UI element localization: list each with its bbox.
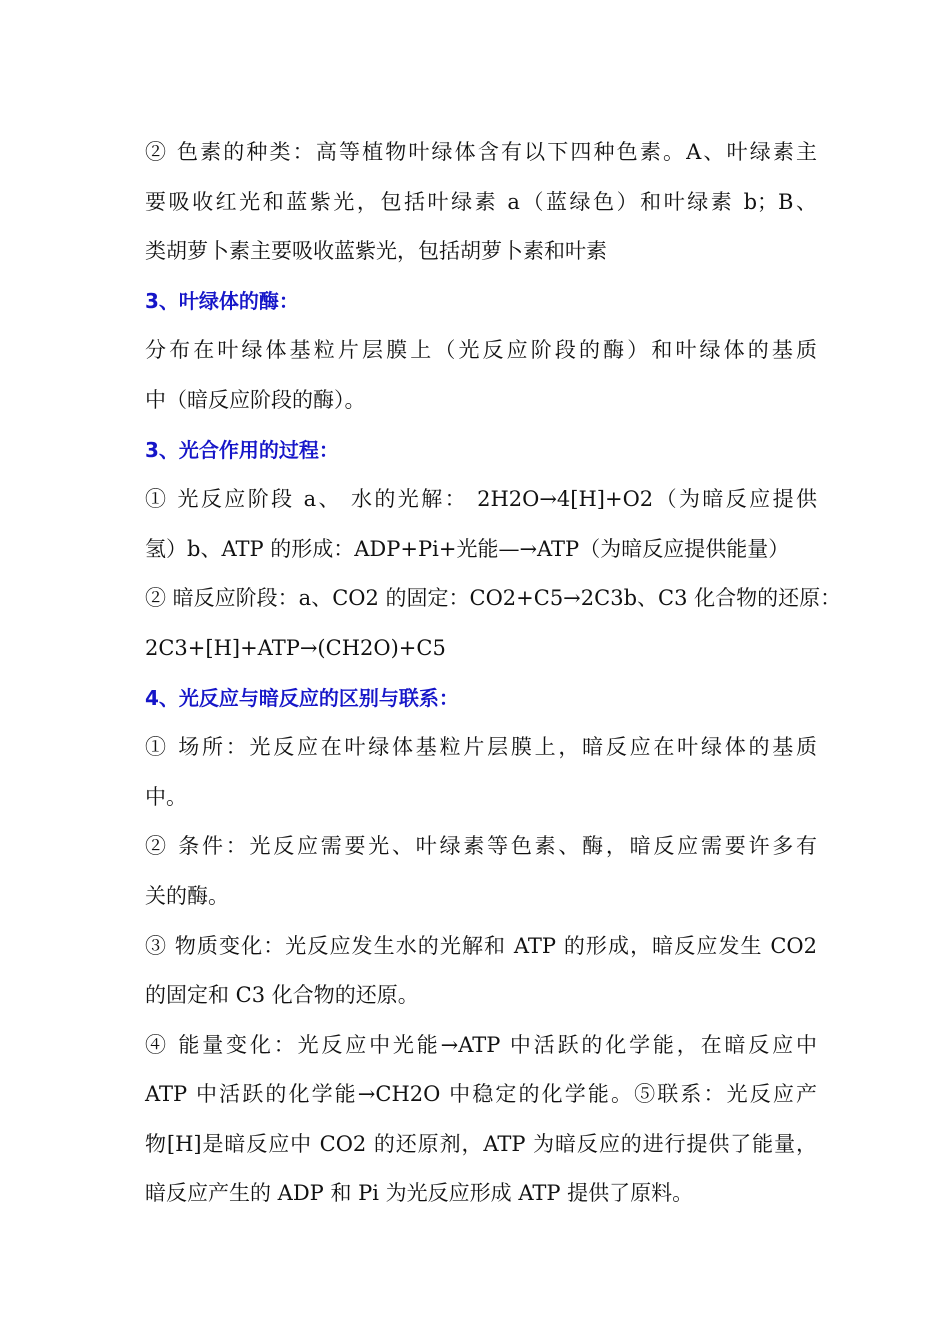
section-heading: 4、光反应与暗反应的区别与联系： (145, 685, 459, 710)
text-line: 暗反应产生的 ADP 和 Pi 为光反应形成 ATP 提供了原料。 (145, 1181, 694, 1206)
text-line: 氢）b、ATP 的形成：ADP+Pi+光能—→ATP（为暗反应提供能量） (145, 536, 790, 561)
text-line: ② 条件：光反应需要光、叶绿素等色素、酶，暗反应需要许多有 (145, 834, 817, 859)
text-line: ① 场所：光反应在叶绿体基粒片层膜上，暗反应在叶绿体的基质 (145, 735, 817, 760)
text-line: 物[H]是暗反应中 CO2 的还原剂，ATP 为暗反应的进行提供了能量， (145, 1131, 817, 1156)
text-line: ④ 能量变化：光反应中光能→ATP 中活跃的化学能，在暗反应中 (145, 1032, 817, 1057)
text-line: ATP 中活跃的化学能→CH2O 中稳定的化学能。⑤联系：光反应产 (145, 1082, 817, 1107)
text-line: ② 暗反应阶段：a、CO2 的固定：CO2+C5→2C3b、C3 化合物的还原： (145, 586, 842, 611)
text-line: 要吸收红光和蓝紫光，包括叶绿素 a（蓝绿色）和叶绿素 b；B、 (145, 189, 817, 214)
text-line: 2C3+[H]+ATP→(CH2O)+C5 (145, 635, 446, 660)
text-line: ② 色素的种类：高等植物叶绿体含有以下四种色素。A、叶绿素主 (145, 140, 817, 164)
text-line: ① 光反应阶段 a、 水的光解： 2H2O→4[H]+O2（为暗反应提供 (145, 487, 817, 512)
text-line: 中。 (145, 784, 187, 809)
section-heading: 3、叶绿体的酶： (145, 288, 299, 313)
text-line: 关的酶。 (145, 883, 229, 908)
text-line: ③ 物质变化：光反应发生水的光解和 ATP 的形成，暗反应发生 CO2 (145, 933, 817, 958)
text-line: 中（暗反应阶段的酶）。 (145, 387, 366, 412)
text-line: 类胡萝卜素主要吸收蓝紫光，包括胡萝卜素和叶素 (145, 239, 607, 264)
document-page (145, 128, 842, 1219)
section-heading: 3、光合作用的过程： (145, 437, 339, 462)
text-line: 的固定和 C3 化合物的还原。 (145, 983, 419, 1008)
text-line: 分布在叶绿体基粒片层膜上（光反应阶段的酶）和叶绿体的基质 (145, 338, 817, 363)
